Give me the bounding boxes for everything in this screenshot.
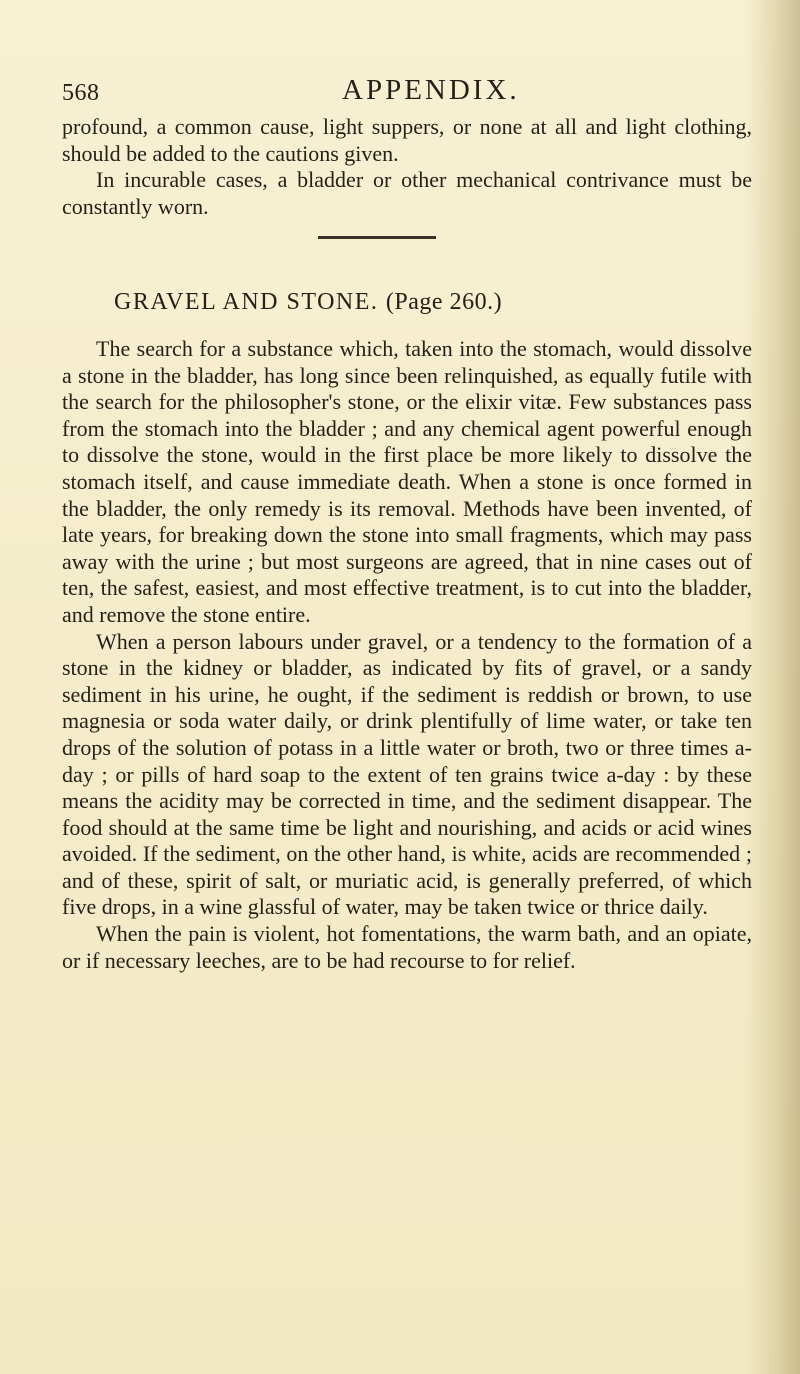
running-head: APPENDIX. — [342, 74, 520, 106]
section-title: GRAVEL AND STONE. — [114, 289, 379, 315]
body-paragraph: When a person labours under gravel, or a tendency to the formation of a stone in the kidney or bladder, as indicated by fits of gravel, or a sandy sediment in his urine, he ought, if the sediment is reddish or brown, to use magnesia or soda water daily, or drink plentifully of lime water, or take ten drops of the solution of potass in a little water or broth, two or three times a-day ; or pills of hard soap to the extent of ten grains twice a-day : by these means the acidity may be corrected in time, and the sediment disappear. The food should at the same time be light and nourishing, and acids or acid wines avoided. If the sediment, on the other hand, is white, acids are recommended ; and of these, spirit of salt, or muriatic acid, is generally preferred, of which five drops, in a wine glassful of water, may be taken twice or thrice daily. — [62, 628, 752, 920]
body-paragraph: The search for a substance which, taken into the stomach, would dissolve a stone in the bladder, has long since been relinquished, as equally futile with the search for the philosopher's stone, or the elixir vitæ. Few substances pass from the stomach into the bladder ; and any chemical agent powerful enough to dissolve the stone, would in the first place be more likely to dissolve the stomach itself, and cause immediate death. When a stone is once formed in the bladder, the only remedy is its removal. Methods have been invented, of late years, for breaking down the stone into small fragments, which may pass away with the urine ; but most surgeons are agreed, that in nine cases out of ten, the safest, easiest, and most effective treatment, is to cut into the bladder, and remove the stone entire. — [62, 336, 752, 627]
section-heading — [114, 289, 502, 316]
page-header — [62, 74, 752, 114]
section-divider — [318, 236, 436, 239]
intro-text — [62, 114, 752, 220]
page-number: 568 — [62, 80, 100, 106]
section-page-reference: (Page 260.) — [385, 289, 503, 315]
intro-paragraph: In incurable cases, a bladder or other mechanical contrivance must be constantly worn. — [62, 167, 752, 219]
intro-paragraph: profound, a common cause, light suppers, or none at all and light clothing, should be added to the cautions given. — [62, 114, 752, 166]
body-paragraph: When the pain is violent, hot fomentations, the warm bath, and an opiate, or if necessary leeches, are to be had recourse to for relief. — [62, 921, 752, 973]
section-body — [62, 336, 752, 974]
